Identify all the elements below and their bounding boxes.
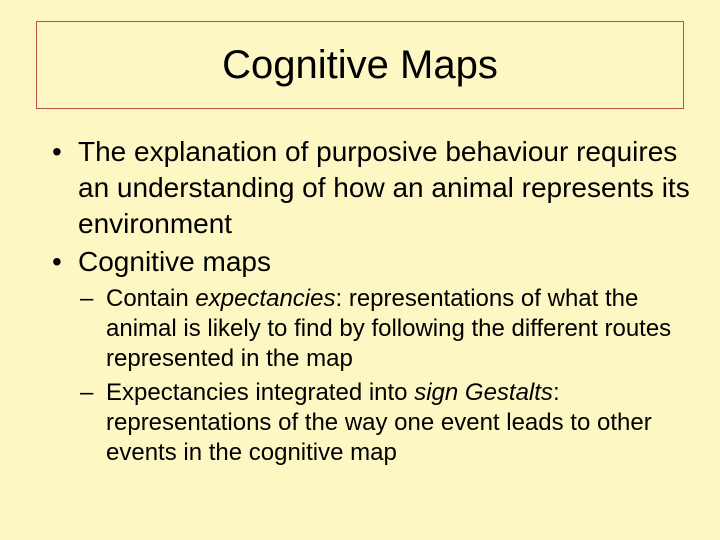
bullet-icon: • <box>52 246 62 277</box>
bullet-item <box>48 134 698 242</box>
slide-body <box>48 134 698 468</box>
dash-icon: – <box>80 285 94 312</box>
sub-bullet-emphasis: sign Gestalts <box>414 379 553 406</box>
title-box <box>36 21 684 109</box>
sub-bullet-text-start: Contain <box>106 285 196 312</box>
bullet-item <box>48 244 698 280</box>
bullet-icon: • <box>52 136 62 167</box>
sub-bullet-emphasis: expectancies <box>195 285 336 312</box>
dash-icon: – <box>80 379 94 406</box>
bullet-text: The explanation of purposive behaviour requires an understanding of how an animal represents its environment <box>78 136 690 239</box>
sub-bullet-item <box>48 378 698 468</box>
sub-bullet-text-end: : representations of the way one event leads to other events in the cognitive map <box>106 379 652 466</box>
bullet-text: Cognitive maps <box>78 246 271 277</box>
sub-bullet-item <box>48 284 698 374</box>
sub-bullet-text-start: Expectancies integrated into <box>106 379 415 406</box>
slide-title: Cognitive Maps <box>222 43 498 87</box>
sub-bullet-text-end: : representations of what the animal is likely to find by following the different routes represented in the map <box>106 285 672 372</box>
